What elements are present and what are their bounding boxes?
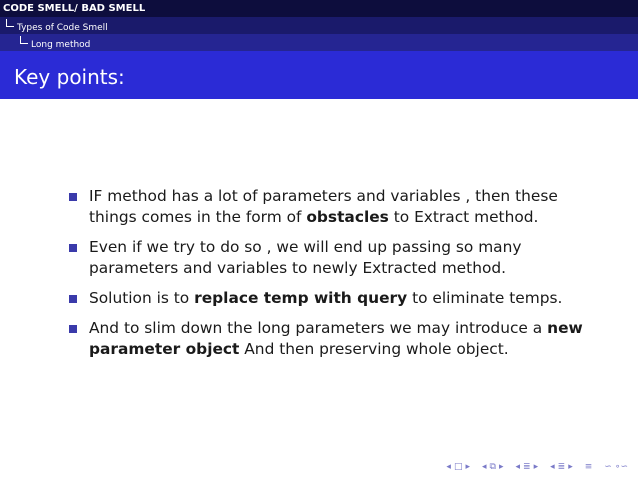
item-text: And to slim down the long parameters we may introduce a	[89, 319, 548, 337]
prev-section-icon[interactable]: ◂	[550, 462, 555, 472]
search-icon[interactable]: ∽	[604, 462, 612, 472]
item-text-tail: to Extract method.	[388, 208, 539, 226]
key-points-list	[69, 186, 589, 369]
frame-title-bar	[0, 51, 638, 99]
subsection-headline[interactable]	[0, 17, 638, 34]
item-emphasis: new parameter object	[89, 319, 583, 358]
subsubsection-headline[interactable]	[0, 34, 638, 51]
prev-frame-icon[interactable]: ◂	[482, 462, 487, 472]
list-item	[69, 237, 589, 279]
list-item	[69, 318, 589, 360]
prev-subsection-icon[interactable]: ◂	[515, 462, 521, 472]
list-item	[69, 186, 589, 228]
subsection-icon: ≣	[523, 462, 531, 472]
frame-icon: ⧉	[489, 462, 496, 472]
tree-corner-icon	[6, 19, 14, 27]
item-text-tail: And then preserving whole object.	[239, 340, 509, 358]
list-item	[69, 288, 589, 309]
subsubsection-label: Long method	[31, 40, 91, 50]
square-bullet-icon	[69, 244, 77, 252]
tree-corner-icon	[20, 36, 28, 44]
slide-icon: □	[453, 462, 463, 472]
next-frame-icon[interactable]: ▸	[498, 462, 504, 472]
item-text: Solution is to	[89, 289, 195, 307]
item-text: Even if we try to do so , we will end up passing so many parameters and variables to newly Extracted method.	[89, 238, 522, 277]
item-emphasis: obstacles	[306, 208, 389, 226]
frame-title: Key points:	[14, 65, 125, 89]
subsection-label: Types of Code Smell	[17, 23, 108, 33]
section-label: CODE SMELL/ BAD SMELL	[3, 3, 146, 14]
section-headline[interactable]	[0, 0, 638, 17]
section-icon: ≣	[557, 462, 566, 472]
appendix-icon[interactable]: ≡	[584, 462, 593, 472]
square-bullet-icon	[69, 325, 77, 333]
item-text: IF method has a lot of parameters and variables , then these things comes in the form of	[89, 187, 558, 226]
square-bullet-icon	[69, 295, 77, 303]
beamer-navigation-bar	[446, 461, 628, 473]
item-text-tail: to eliminate temps.	[407, 289, 563, 307]
next-section-icon[interactable]: ▸	[568, 462, 573, 472]
item-emphasis: replace temp with query	[194, 289, 408, 307]
next-slide-icon[interactable]: ▸	[465, 462, 470, 472]
back-forward-icon[interactable]: ∘∽	[614, 462, 628, 472]
square-bullet-icon	[69, 193, 77, 201]
prev-slide-icon[interactable]: ◂	[446, 462, 451, 472]
next-subsection-icon[interactable]: ▸	[533, 462, 539, 472]
